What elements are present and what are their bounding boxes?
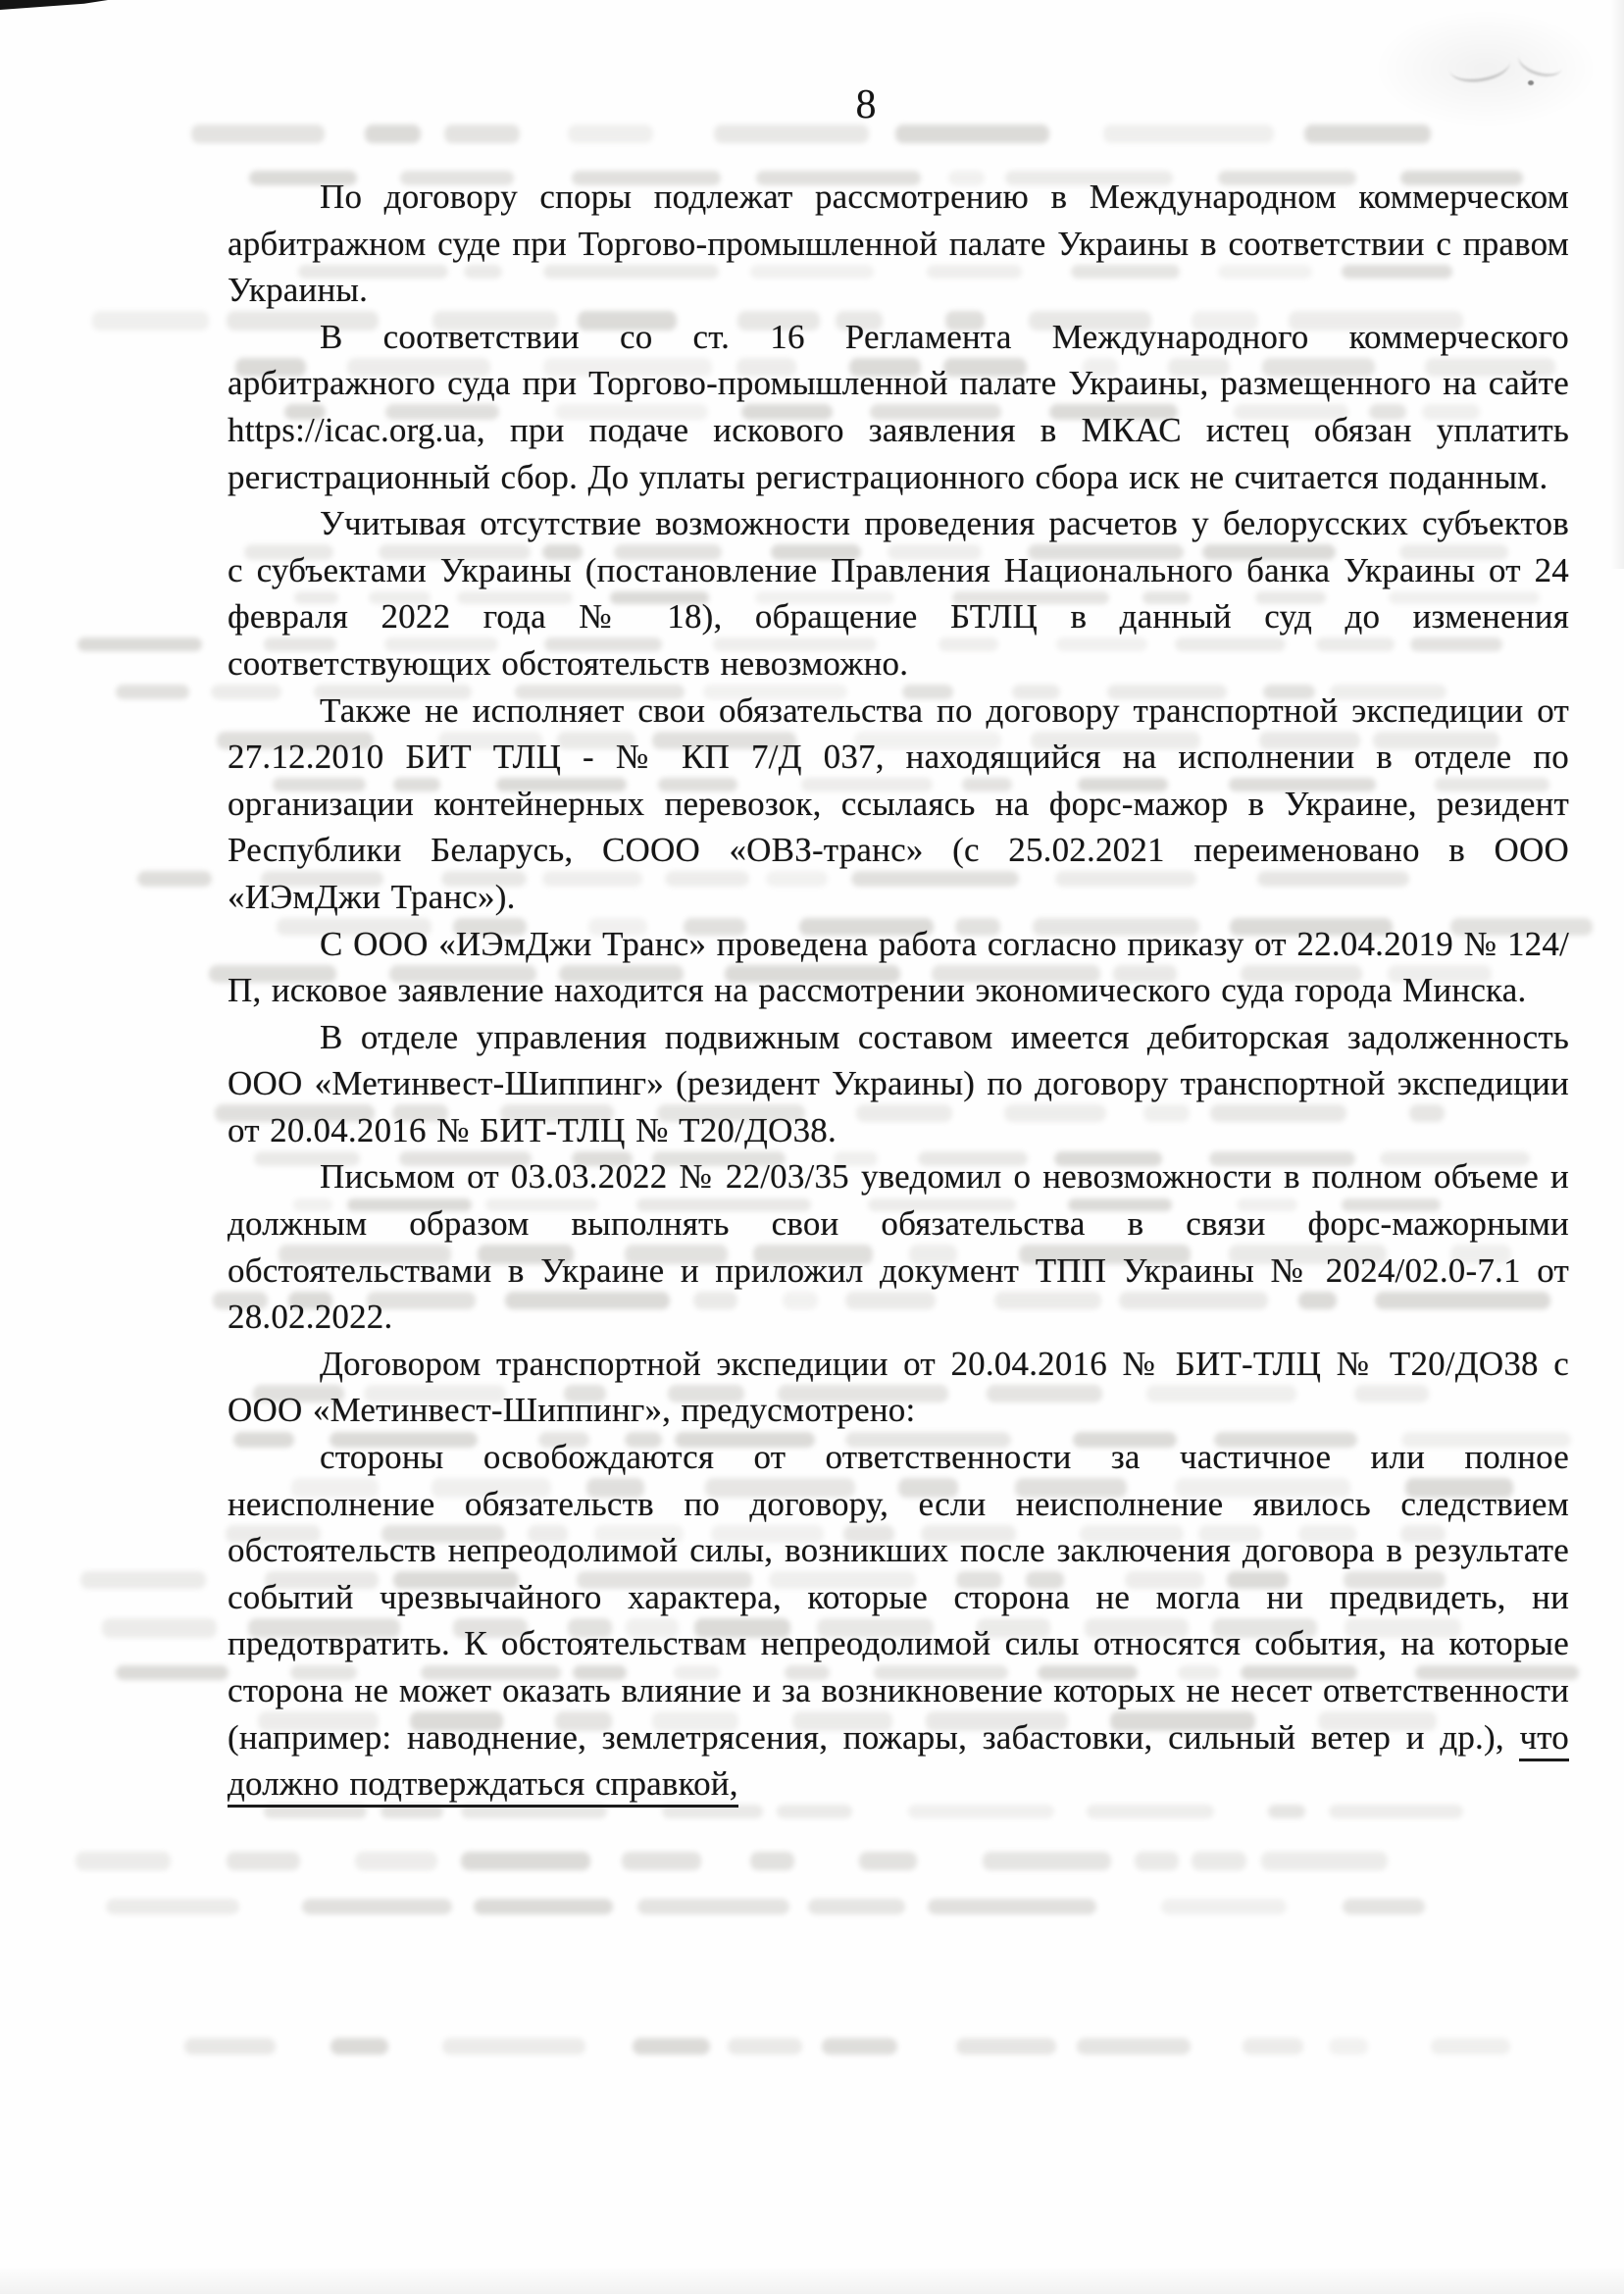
paragraph-text: В отделе управления подвижным составом имеется дебиторская задолженность ООО «Метинвест-Шиппинг» (резидент Украины) по договору транспортной экспедиции от 20.04.2016 № БИТ-ТЛЦ № Т20/ДО38. [228, 1017, 1569, 1149]
paragraph [228, 174, 1569, 314]
bleed-through-word [302, 1899, 452, 1914]
bleed-through-word [983, 1852, 1112, 1870]
bleed-through-word [442, 2038, 585, 2055]
paragraph [228, 1153, 1569, 1340]
paragraph [228, 500, 1569, 687]
bleed-through-word [76, 1852, 172, 1870]
bleed-through-word [330, 2038, 388, 2055]
bleed-through-word [461, 1852, 590, 1870]
bleed-through-word [80, 1571, 206, 1589]
paragraph-text: Также не исполняет свои обязательства по договору транспортной экспедиции от 27.12.2010 БИТ ТЛЦ - № КП 7/Д 037, находящийся на исполнении в отделе по организации контейнерных перевозок, ссылаясь на форс-мажор в Украине, резидент Республики Беларусь, СООО «ОВЗ-транс» (с 25.02.2021 переименовано в ООО «ИЭмДжи Транс»). [228, 690, 1569, 916]
scan-edge-shadow-right [1610, 0, 1624, 569]
bleed-through-word [633, 2038, 709, 2055]
bleed-through-word [1192, 1852, 1246, 1870]
bleed-through-word [474, 1899, 613, 1914]
bleed-through-word [77, 637, 202, 651]
bleed-through-word [116, 685, 190, 699]
paragraph-text: Договором транспортной экспедиции от 20.04.2016 № БИТ-ТЛЦ № Т20/ДО38 с ООО «Метинвест-Шиппинг», предусмотрено: [228, 1344, 1569, 1430]
bleed-through-word [622, 1852, 702, 1870]
bleed-through-word [1077, 2038, 1190, 2055]
paragraph [228, 921, 1569, 1014]
bleed-through-word [956, 2038, 1055, 2055]
bleed-through-word [137, 871, 212, 887]
bleed-through-word [227, 1852, 300, 1870]
paragraph [228, 1341, 1569, 1434]
bleed-through-word [106, 1899, 239, 1914]
paragraph-text: По договору споры подлежат рассмотрению в Международном коммерческом арбитражном суде при Торгово-промышленной палате Украины в соответствии с правом Украины. [228, 178, 1569, 310]
page-number: 8 [855, 82, 877, 127]
bleed-through-word [750, 1852, 794, 1870]
bleed-through-word [92, 311, 210, 331]
bleed-through-word [637, 1899, 788, 1914]
bleed-through-word [102, 1618, 218, 1638]
bleed-through-word [1161, 1899, 1287, 1914]
bleed-through-word [355, 1852, 437, 1870]
bleed-through-word [1329, 2038, 1368, 2055]
paragraph [228, 314, 1569, 500]
bleed-through-word [184, 2038, 276, 2055]
paragraph [228, 1014, 1569, 1154]
bleed-through-word [859, 1852, 917, 1870]
paragraph-underlined-text: что должно подтверждаться справкой, [228, 1718, 1569, 1809]
bleed-through-word [1343, 1899, 1425, 1914]
bleed-through-word [822, 2038, 898, 2055]
bleed-through-word [808, 1899, 906, 1914]
paragraph-text: Письмом от 03.03.2022 № 22/03/35 уведомил о невозможности в полном объеме и должным образом выполнять свои обязательства в связи форс-мажорными обстоятельствами в Украине и приложил документ ТПП Украины № 2024/02.0-7.1 от 28.02.2022. [228, 1157, 1569, 1337]
bleed-through-word [1431, 2038, 1510, 2055]
paragraph-text: стороны освобождаются от ответственности за частичное или полное неисполнение обязательств по договору, если неисполнение явилось следствием обстоятельств непреодолимой силы, возникших после заключения договора в результате событий чрезвычайного характера, которые сторона не могла ни предвидеть, ни предотвратить. К обстоятельствам непреодолимой силы относятся события, на которые сторона не может оказать влияние и за возникновение которых не несет ответственности (например: наводнение, землетрясения, пожары, забастовки, сильный ветер и др.), [228, 1438, 1569, 1757]
bleed-through-word [1261, 1852, 1388, 1870]
scan-edge-shadow-bottom [0, 2267, 1624, 2294]
bleed-through-word [116, 1665, 228, 1680]
bleed-through-word [1135, 1852, 1179, 1870]
paragraph-text: Учитывая отсутствие возможности проведения расчетов у белорусских субъектов с субъектами Украины (постановление Правления Национального банка Украины от 24 февраля 2022 года № 18), обращение БТЛЦ в данный суд до изменения соответствующих обстоятельств невозможно. [228, 504, 1569, 683]
paragraph [228, 688, 1569, 921]
ink-dot-artifact [1528, 80, 1534, 85]
paragraph-text: С ООО «ИЭмДжи Транс» проведена работа согласно приказу от 22.04.2019 № 124/П, исковое заявление находится на рассмотрении экономического суда города Минска. [228, 924, 1569, 1010]
document-body [228, 174, 1569, 1808]
bleed-through-word [1243, 2038, 1303, 2055]
paragraph [228, 1434, 1569, 1808]
bleed-through-word [928, 1899, 1096, 1914]
bleed-through-word [728, 2038, 802, 2055]
paragraph-text: В соответствии со ст. 16 Регламента Международного коммерческого арбитражного суда при Торгово-промышленной палате Украины, размещенного на сайте https://icac.org.ua, при подаче искового заявления в МКАС истец обязан уплатить регистрационный сбор. До уплаты регистрационного сбора иск не считается поданным. [228, 317, 1569, 496]
